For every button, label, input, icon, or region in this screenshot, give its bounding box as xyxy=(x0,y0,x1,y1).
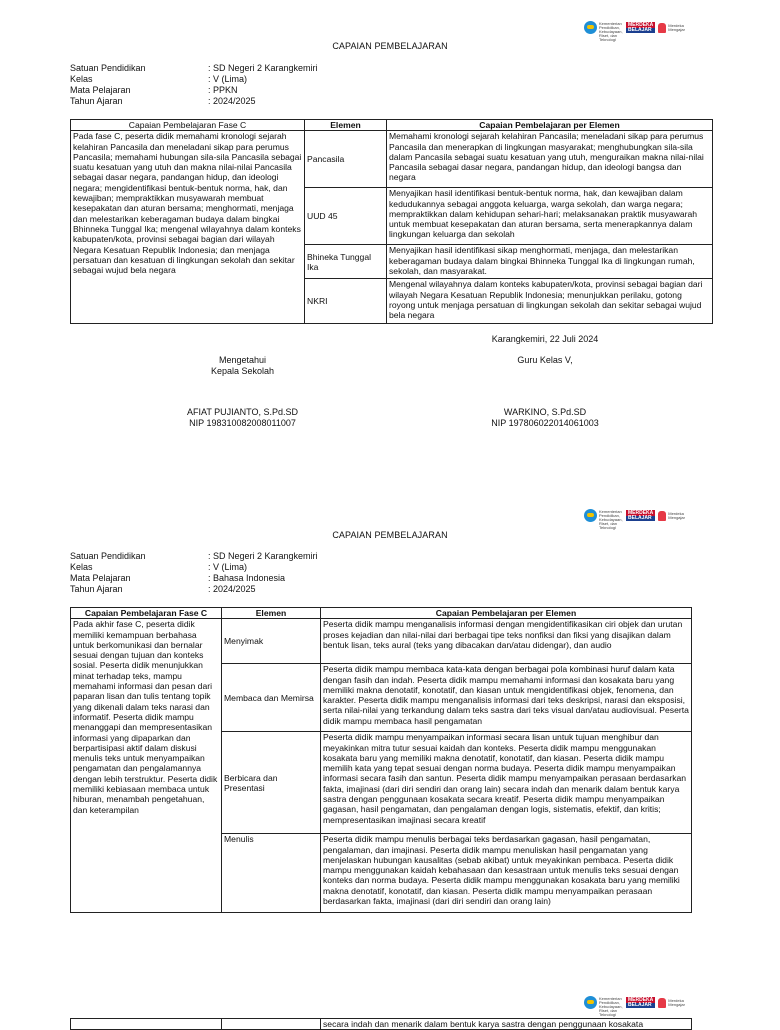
cp-cell: Peserta didik mampu menulis berbagai teks berdasarkan gagasan, hasil pengamatan, pengalaman, dan imajinasi. Peserta didik mampu menuliskan hasil pengamatan yang menjelaskan hubungan kausalitas (sebab akibat) untuk meyakinkan pembaca. Peserta didik mampu menggunakan kaidah kebahasaan dan kesastraan untuk menulis teks sesuai dengan konteks dan norma budaya. Peserta didik mampu menggunakan kosakata baru yang memiliki makna denotatif, konotatif, dan kiasan. Peserta didik mampu menyampaikan perasaan berdasarkan fakta, imajinasi (dari diri sendiri dan orang lain) xyxy=(321,834,692,913)
mengetahui-label: Mengetahui xyxy=(218,355,267,365)
meta-value: : 2024/2025 xyxy=(208,584,256,594)
table-header-row xyxy=(71,608,692,619)
kemdikbud-logo xyxy=(584,508,623,530)
meta-row-tahun xyxy=(70,584,318,595)
meta-row-kelas xyxy=(70,562,318,573)
merdeka-mengajar-text: Merdeka Mengajar xyxy=(668,997,685,1007)
meta-value: : V (Lima) xyxy=(208,74,248,84)
meta-row-satuan xyxy=(70,551,318,562)
elemen-cell xyxy=(222,1019,321,1030)
cp-table-continued xyxy=(70,1018,692,1030)
kemdikbud-logo xyxy=(584,20,623,42)
merdeka-text: MERDEKA xyxy=(628,22,654,28)
elemen-cell: Pancasila xyxy=(305,131,387,188)
cp-table-ppkn xyxy=(70,119,713,324)
meta-label: Tahun Ajaran xyxy=(70,96,123,106)
tut-wuri-icon xyxy=(584,996,597,1009)
merdeka-mengajar-text: Merdeka Mengajar xyxy=(668,510,685,520)
tut-wuri-icon xyxy=(584,509,597,522)
kepala-sekolah-name: AFIAT PUJIANTO, S.Pd.SD xyxy=(186,407,299,417)
belajar-text: BELAJAR xyxy=(626,1003,655,1008)
meta-label: Kelas xyxy=(70,74,93,84)
place-date: Karangkemiri, 22 Juli 2024 xyxy=(491,334,599,344)
kemdikbud-logo-text: Kementerian Pendidikan, Kebudayaan, Riset, dan Teknologi xyxy=(599,995,623,1017)
meta-row-kelas xyxy=(70,74,318,85)
elemen-cell: UUD 45 xyxy=(305,188,387,245)
table-header-row xyxy=(71,120,713,131)
header-cp-elemen: Capaian Pembelajaran per Elemen xyxy=(387,120,713,131)
kepala-sekolah-nip: NIP 198310082008011007 xyxy=(189,418,296,428)
meta-row-mapel xyxy=(70,85,318,96)
elemen-cell: Bhineka Tunggal Ika xyxy=(305,245,387,279)
meta-value: : SD Negeri 2 Karangkemiri xyxy=(208,63,318,73)
meta-row-satuan xyxy=(70,63,318,74)
merdeka-mengajar-icon xyxy=(658,998,666,1008)
meta-row-tahun xyxy=(70,96,318,107)
table-row xyxy=(71,619,692,664)
cp-cell: Peserta didik mampu membaca kata-kata dengan berbagai pola kombinasi huruf dalam kata dengan fasih dan indah. Peserta didik mampu memahami informasi dan kosakata baru yang memiliki makna denotatif, konotatif, dan kiasan untuk mengidentifikasi objek, fenomena, dan karakter. Peserta didik mampu menganalisis informasi dari teks deskripsi, narasi dan eksposisi, serta nilai-nilai yang terkandung dalam teks sastra dari teks visual dan/atau audiovisual. Peserta didik mampu membaca hasil pengamatan xyxy=(321,664,692,732)
meta-label: Tahun Ajaran xyxy=(70,584,123,594)
identity-block xyxy=(70,551,318,595)
page-title: CAPAIAN PEMBELAJARAN xyxy=(332,41,448,51)
guru-name: WARKINO, S.Pd.SD xyxy=(503,407,587,417)
merdeka-belajar-logo xyxy=(626,22,655,33)
fase-cell xyxy=(71,1019,222,1030)
cp-cell: secara indah dan menarik dalam bentuk karya sastra dengan penggunaan kosakata xyxy=(321,1019,692,1030)
merdeka-text: MERDEKA xyxy=(628,997,654,1003)
merdeka-mengajar-logo xyxy=(658,511,688,521)
tut-wuri-icon xyxy=(584,21,597,34)
elemen-cell: Membaca dan Memirsa xyxy=(222,664,321,732)
kemdikbud-logo xyxy=(584,995,623,1017)
meta-value: : SD Negeri 2 Karangkemiri xyxy=(208,551,318,561)
cp-cell: Menyajikan hasil identifikasi sikap menghormati, menjaga, dan melestarikan keberagaman budaya dalam bingkai Bhinneka Tunggal Ika di lingkungan rumah, sekolah, dan masyarakat. xyxy=(387,245,713,279)
header-fase: Capaian Pembelajaran Fase C xyxy=(71,608,222,619)
elemen-cell: Berbicara dan Presentasi xyxy=(222,732,321,834)
cp-cell: Peserta didik mampu menyampaikan informasi secara lisan untuk tujuan menghibur dan meyakinkan mitra tutur sesuai kaidah dan konteks. Peserta didik mampu menggunakan kosakata baru yang memiliki makna denotatif, konotatif, dan kiasan. Peserta didik mampu memilih kata yang tepat sesuai dengan norma budaya. Peserta didik mampu menyampaikan informasi secara fasih dan santun. Peserta didik mampu menyampaikan perasaan berdasarkan fakta, imajinasi (dari diri sendiri dan orang lain) secara indah dan menarik dalam bentuk karya sastra dengan penggunaan kosakata secara kreatif. Peserta didik mampu menyampaikan gagasan, hasil pengamatan, dan pengalaman dengan logis, sistematis, efektif, dan kritis; mempresentasikan imajinasi secara kreatif xyxy=(321,732,692,834)
header-logos xyxy=(584,995,688,1017)
meta-value: : Bahasa Indonesia xyxy=(208,573,286,583)
signature-left-name xyxy=(150,407,335,429)
meta-row-mapel xyxy=(70,573,318,584)
meta-label: Kelas xyxy=(70,562,93,572)
table-row xyxy=(71,1019,692,1030)
kemdikbud-logo-text: Kementerian Pendidikan, Kebudayaan, Riset, dan Teknologi xyxy=(599,508,623,530)
guru-nip: NIP 197806022014061003 xyxy=(491,418,599,428)
meta-label: Satuan Pendidikan xyxy=(70,551,146,561)
elemen-cell: Menulis xyxy=(222,834,321,913)
meta-value: : PPKN xyxy=(208,85,238,95)
belajar-text: BELAJAR xyxy=(626,28,655,33)
merdeka-belajar-logo xyxy=(626,997,655,1008)
identity-block xyxy=(70,63,318,107)
signature-right-name xyxy=(450,407,640,429)
meta-label: Satuan Pendidikan xyxy=(70,63,146,73)
kepala-sekolah-label: Kepala Sekolah xyxy=(210,366,275,376)
elemen-cell: Menyimak xyxy=(222,619,321,664)
cp-cell: Memahami kronologi sejarah kelahiran Pancasila; meneladani sikap para perumus Pancasila dan menerapkan di lingkungan masyarakat; menghubungkan sila-sila dalam Pancasila sebagai suatu kesatuan yang utuh, menguraikan makna nilai-nilai Pancasila sebagai dasar negara, pandangan hidup, dan ideologi bangsa dan negara xyxy=(387,131,713,188)
page-title: CAPAIAN PEMBELAJARAN xyxy=(332,530,448,540)
signature-left-label xyxy=(170,355,315,377)
fase-text: Pada akhir fase C, peserta didik memiliki kemampuan berbahasa untuk berkomunikasi dan bernalar sesuai dengan tujuan dan konteks sosial. Peserta didik menunjukkan minat terhadap teks, mampu memahami informasi dan pesan dari paparan lisan dan tulis tentang topik yang dikenali dalam teks narasi dan informatif. Peserta didik mampu menanggapi dan mempresentasikan informasi yang dipaparkan dan berpartisipasi aktif dalam diskusi menulis teks untuk menyampaikan pengamatan dan pengalamannya dengan lebih terstruktur. Peserta didik memiliki kebiasaan membaca untuk hiburan, menambah pengetahuan, dan keterampilan xyxy=(71,619,222,913)
merdeka-mengajar-logo xyxy=(658,23,688,33)
cp-cell: Mengenal wilayahnya dalam konteks kabupaten/kota, provinsi sebagai bagian dari wilayah Negara Kesatuan Republik Indonesia; menunjukkan perilaku, gotong royong untuk menjaga persatuan di lingkungan sekolah dan sekitar sebagai wujud bela negara xyxy=(387,279,713,324)
header-cp-elemen: Capaian Pembelajaran per Elemen xyxy=(321,608,692,619)
merdeka-mengajar-icon xyxy=(658,511,666,521)
cp-cell: Peserta didik mampu menganalisis informasi dengan mengidentifikasikan ciri objek dan urutan proses kejadian dan nilai-nilai dari berbagai tipe teks nonfiksi dan fiksi yang disajikan dalam bentuk lisan, teks aural (teks yang dibacakan dan/atau didengar), dan audio xyxy=(321,619,692,664)
merdeka-mengajar-text: Merdeka Mengajar xyxy=(668,22,685,32)
merdeka-mengajar-icon xyxy=(658,23,666,33)
kemdikbud-logo-text: Kementerian Pendidikan, Kebudayaan, Riset, dan Teknologi xyxy=(599,20,623,42)
guru-kelas-label: Guru Kelas V, xyxy=(517,355,573,365)
cp-cell: Menyajikan hasil identifikasi bentuk-bentuk norma, hak, dan kewajiban dalam kedudukannya sebagai anggota keluarga, warga sekolah, dan warga negara; mempraktikkan dalam kehidupan sehari-hari; melaksanakan praktik musyawarah untuk membuat kesepakatan dan aturan bersama, serta menerapkannya dalam lingkungan keluarga dan sekolah xyxy=(387,188,713,245)
meta-value: : V (Lima) xyxy=(208,562,248,572)
merdeka-belajar-logo xyxy=(626,510,655,521)
elemen-cell: NKRI xyxy=(305,279,387,324)
header-elemen: Elemen xyxy=(222,608,321,619)
merdeka-text: MERDEKA xyxy=(628,510,654,516)
header-fase: Capaian Pembelajaran Fase C xyxy=(71,120,305,131)
cp-table-bahasa-indonesia xyxy=(70,607,692,913)
merdeka-mengajar-logo xyxy=(658,998,688,1008)
header-logos xyxy=(584,20,688,42)
belajar-text: BELAJAR xyxy=(626,516,655,521)
fase-text: Pada fase C, peserta didik memahami kronologi sejarah kelahiran Pancasila dan meneladani sikap para perumus Pancasila; memahami hubungan sila-sila Pancasila sebagai suatu kesatuan yang utuh dan makna nilai-nilai Pancasila sebagai dasar negara, pandangan hidup, dan ideologi negara; mengidentifikasi bentuk-bentuk norma, hak, dan kewajiban; mempraktikkan musyawarah membuat kesepakatan dan aturan bersama; menghormati, menjaga dan melestarikan keberagaman budaya dalam bingkai Bhinneka Tunggal Ika; mengenal wilayahnya dalam konteks kabupaten/kota, provinsi sebagai bagian dari wilayah Negara Kesatuan Republik Indonesia; dan menjaga persatuan dan kesatuan di lingkungan sekolah dan sekitar sebagai wujud bela negara xyxy=(71,131,305,324)
header-elemen: Elemen xyxy=(305,120,387,131)
header-logos xyxy=(584,508,688,530)
table-row xyxy=(71,131,713,188)
meta-label: Mata Pelajaran xyxy=(70,573,131,583)
meta-label: Mata Pelajaran xyxy=(70,85,131,95)
meta-value: : 2024/2025 xyxy=(208,96,256,106)
